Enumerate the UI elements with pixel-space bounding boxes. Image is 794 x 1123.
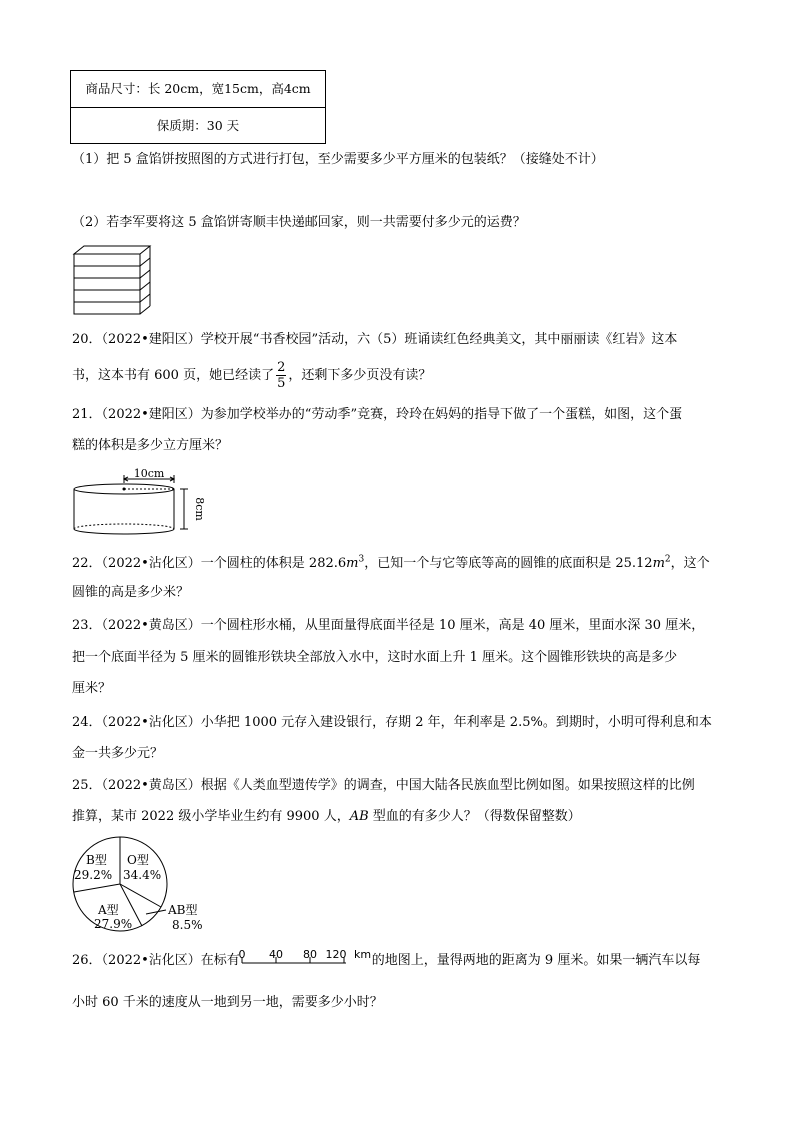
q20-line1: 20．（2022•建阳区）学校开展“书香校园”活动，六（5）班诵读红色经典美文，其中丽丽读《红岩》这本: [72, 332, 678, 347]
q20-line2-b: ，还剩下多少页没有读？: [288, 368, 432, 383]
q24-line2: 金一共多少元？: [72, 746, 164, 761]
q25-line2-a: 推算，某市 2022 级小学毕业生约有 9900 人，: [72, 809, 350, 824]
ab-leader-line: [146, 910, 166, 914]
pie-o-value: 34.4%: [123, 868, 162, 882]
q26-line1-a: 26．（2022•沾化区）在标有: [72, 953, 240, 968]
scale-tick-0: 0: [238, 947, 246, 961]
q25-line2: [72, 808, 581, 826]
pie-b-value: 29.2%: [74, 868, 113, 882]
q22-line1-b: ，已知一个与它等底等高的圆锥的底面积是 25.12: [364, 556, 653, 571]
pie-ab-label: AB型: [168, 903, 198, 917]
q26-line1: [72, 946, 700, 976]
height-label: 8cm: [193, 497, 206, 521]
q22-line1-a: 22．（2022•沾化区）一个圆柱的体积是 282.6: [72, 556, 347, 571]
shelf-life-cell: 保质期：30 天: [156, 118, 240, 133]
q23-line2: 把一个底面半径为 5 厘米的圆锥形铁块全部放入水中，这时水面上升 1 厘米。这个圆锥形铁块的高是多少: [72, 650, 678, 665]
pie-b-label: B型: [86, 853, 107, 867]
q22-line1: [72, 555, 710, 573]
q23-line3: 厘米？: [72, 681, 112, 696]
q26-line2: 小时 60 千米的速度从一地到另一地，需要多少小时？: [72, 995, 383, 1010]
unit-m: m: [346, 556, 359, 571]
ab-italic: AB: [349, 809, 369, 824]
fraction-two-fifths: [276, 360, 286, 391]
unit-m: m: [652, 556, 665, 571]
scale-tick-80: 80: [302, 947, 317, 961]
superscript-3: 3: [358, 554, 365, 565]
product-info-table: [70, 70, 326, 144]
fraction-numerator: 2: [277, 360, 286, 375]
product-size-cell: 商品尺寸：长 20cm，宽15cm，高4cm: [71, 71, 325, 108]
q19-part2: （2）若李军要将这 5 盒馅饼寄顺丰快递邮回家，则一共需要付多少元的运费？: [72, 215, 526, 230]
q22-line2: 圆锥的高是多少米？: [72, 585, 190, 600]
superscript-2: 2: [664, 554, 671, 565]
q25-line1: 25．（2022•黄岛区）根据《人类血型遗传学》的调查，中国大陆各民族血型比例如图。如果按照这样的比例: [72, 778, 695, 793]
stacked-boxes-figure: [70, 244, 154, 318]
pie-ab-value: 8.5%: [172, 918, 203, 932]
pie-a-value: 27.9%: [94, 917, 133, 931]
q26-line1-b: 的地图上，量得两地的距离为 9 厘米。如果一辆汽车以每: [371, 953, 701, 968]
q20-line2-a: 书，这本书有 600 页，她已经读了: [72, 368, 275, 383]
q23-line1: 23．（2022•黄岛区）一个圆柱形水桶，从里面量得底面半径是 10 厘米，高是 40 厘米，里面水深 30 厘米，: [72, 618, 705, 633]
diameter-label: 10cm: [133, 467, 165, 480]
pie-o-label: O型: [127, 853, 149, 867]
q21-line2: 糕的体积是多少立方厘米？: [72, 438, 229, 453]
q25-line2-b: 型血的有多少人？（得数保留整数）: [368, 809, 581, 824]
fraction-denominator: 5: [277, 376, 286, 391]
q20-line2: [72, 360, 431, 392]
q24-line1: 24．（2022•沾化区）小华把 1000 元存入建设银行，存期 2 年，年利率是 2.5%。到期时，小明可得利息和本: [72, 715, 712, 730]
q21-line1: 21．（2022•建阳区）为参加学校举办的“劳动季”竞赛，玲玲在妈妈的指导下做了一个蛋糕，如图，这个蛋: [72, 407, 683, 422]
cake-cylinder-figure: [70, 465, 210, 541]
q22-line1-c: ，这个: [670, 556, 710, 571]
q19-part1: （1）把 5 盒馅饼按照图的方式进行打包，至少需要多少平方厘米的包装纸？（接缝处不计）: [72, 152, 604, 167]
pie-divider-left: [74, 884, 120, 892]
blood-type-pie-chart: [66, 836, 216, 936]
scale-tick-40: 40: [268, 947, 283, 961]
scale-tick-120: 120: [325, 947, 347, 961]
pie-a-label: A型: [98, 903, 119, 917]
map-scale-bar: [240, 949, 372, 973]
scale-unit: km: [353, 947, 371, 961]
